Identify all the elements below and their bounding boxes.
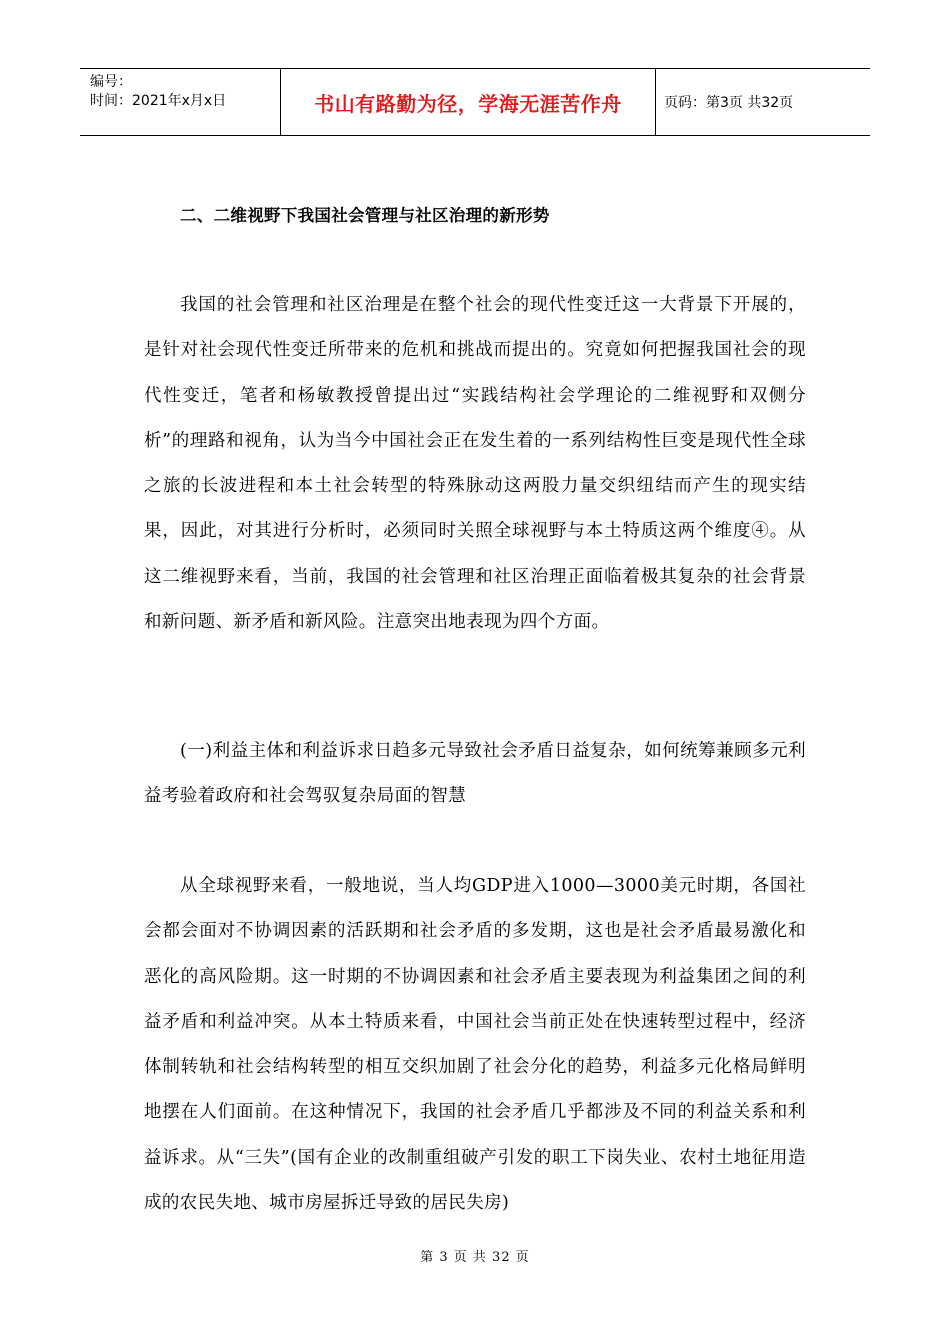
subsection-heading: (一)利益主体和利益诉求日趋多元导致社会矛盾日益复杂，如何统筹兼顾多元利益考验着政府和社会驾驭复杂局面的智慧 <box>144 741 806 807</box>
page-footer: 第 3 页 共 32 页 <box>420 1250 530 1265</box>
time-label: 时间：2021年x月x日 <box>90 93 227 109</box>
document-header <box>80 68 870 136</box>
header-meta <box>80 69 281 135</box>
section-title: 二、二维视野下我国社会管理与社区治理的新形势 <box>180 206 550 225</box>
header-page-info: 页码：第3页 共32页 <box>664 95 794 111</box>
body-paragraph: 从全球视野来看，一般地说，当人均GDP进入1000—3000美元时期，各国社会都会面对不协调因素的活跃期和社会矛盾的多发期，这也是社会矛盾最易激化和恶化的高风险期。这一时期的不协调因素和社会矛盾主要表现为利益集团之间的利益矛盾和利益冲突。从本土特质来看，中国社会当前正处在快速转型过程中，经济体制转轨和社会结构转型的相互交织加剧了社会分化的趋势，利益多元化格局鲜明地摆在人们面前。在这种情况下，我国的社会矛盾几乎都涉及不同的利益关系和利益诉求。从“三失”(国有企业的改制重组破产引发的职工下岗失业、农村土地征用造成的农民失地、城市房屋拆迁导致的居民失房) <box>144 876 806 1214</box>
number-label: 编号： <box>90 74 132 90</box>
body-paragraph: 我国的社会管理和社区治理是在整个社会的现代性变迁这一大背景下开展的，是针对社会现代性变迁所带来的危机和挑战而提出的。究竟如何把握我国社会的现代性变迁，笔者和杨敏教授曾提出过“实践结构社会学理论的二维视野和双侧分析”的理路和视角，认为当今中国社会正在发生着的一系列结构性巨变是现代性全球之旅的长波进程和本土社会转型的特殊脉动这两股力量交织纽结而产生的现实结果，因此，对其进行分析时，必须同时关照全球视野与本土特质这两个维度④。从这二维视野来看，当前，我国的社会管理和社区治理正面临着极其复杂的社会背景和新问题、新矛盾和新风险。注意突出地表现为四个方面。 <box>144 295 806 633</box>
header-motto: 书山有路勤为径，学海无涯苦作舟 <box>281 69 656 135</box>
